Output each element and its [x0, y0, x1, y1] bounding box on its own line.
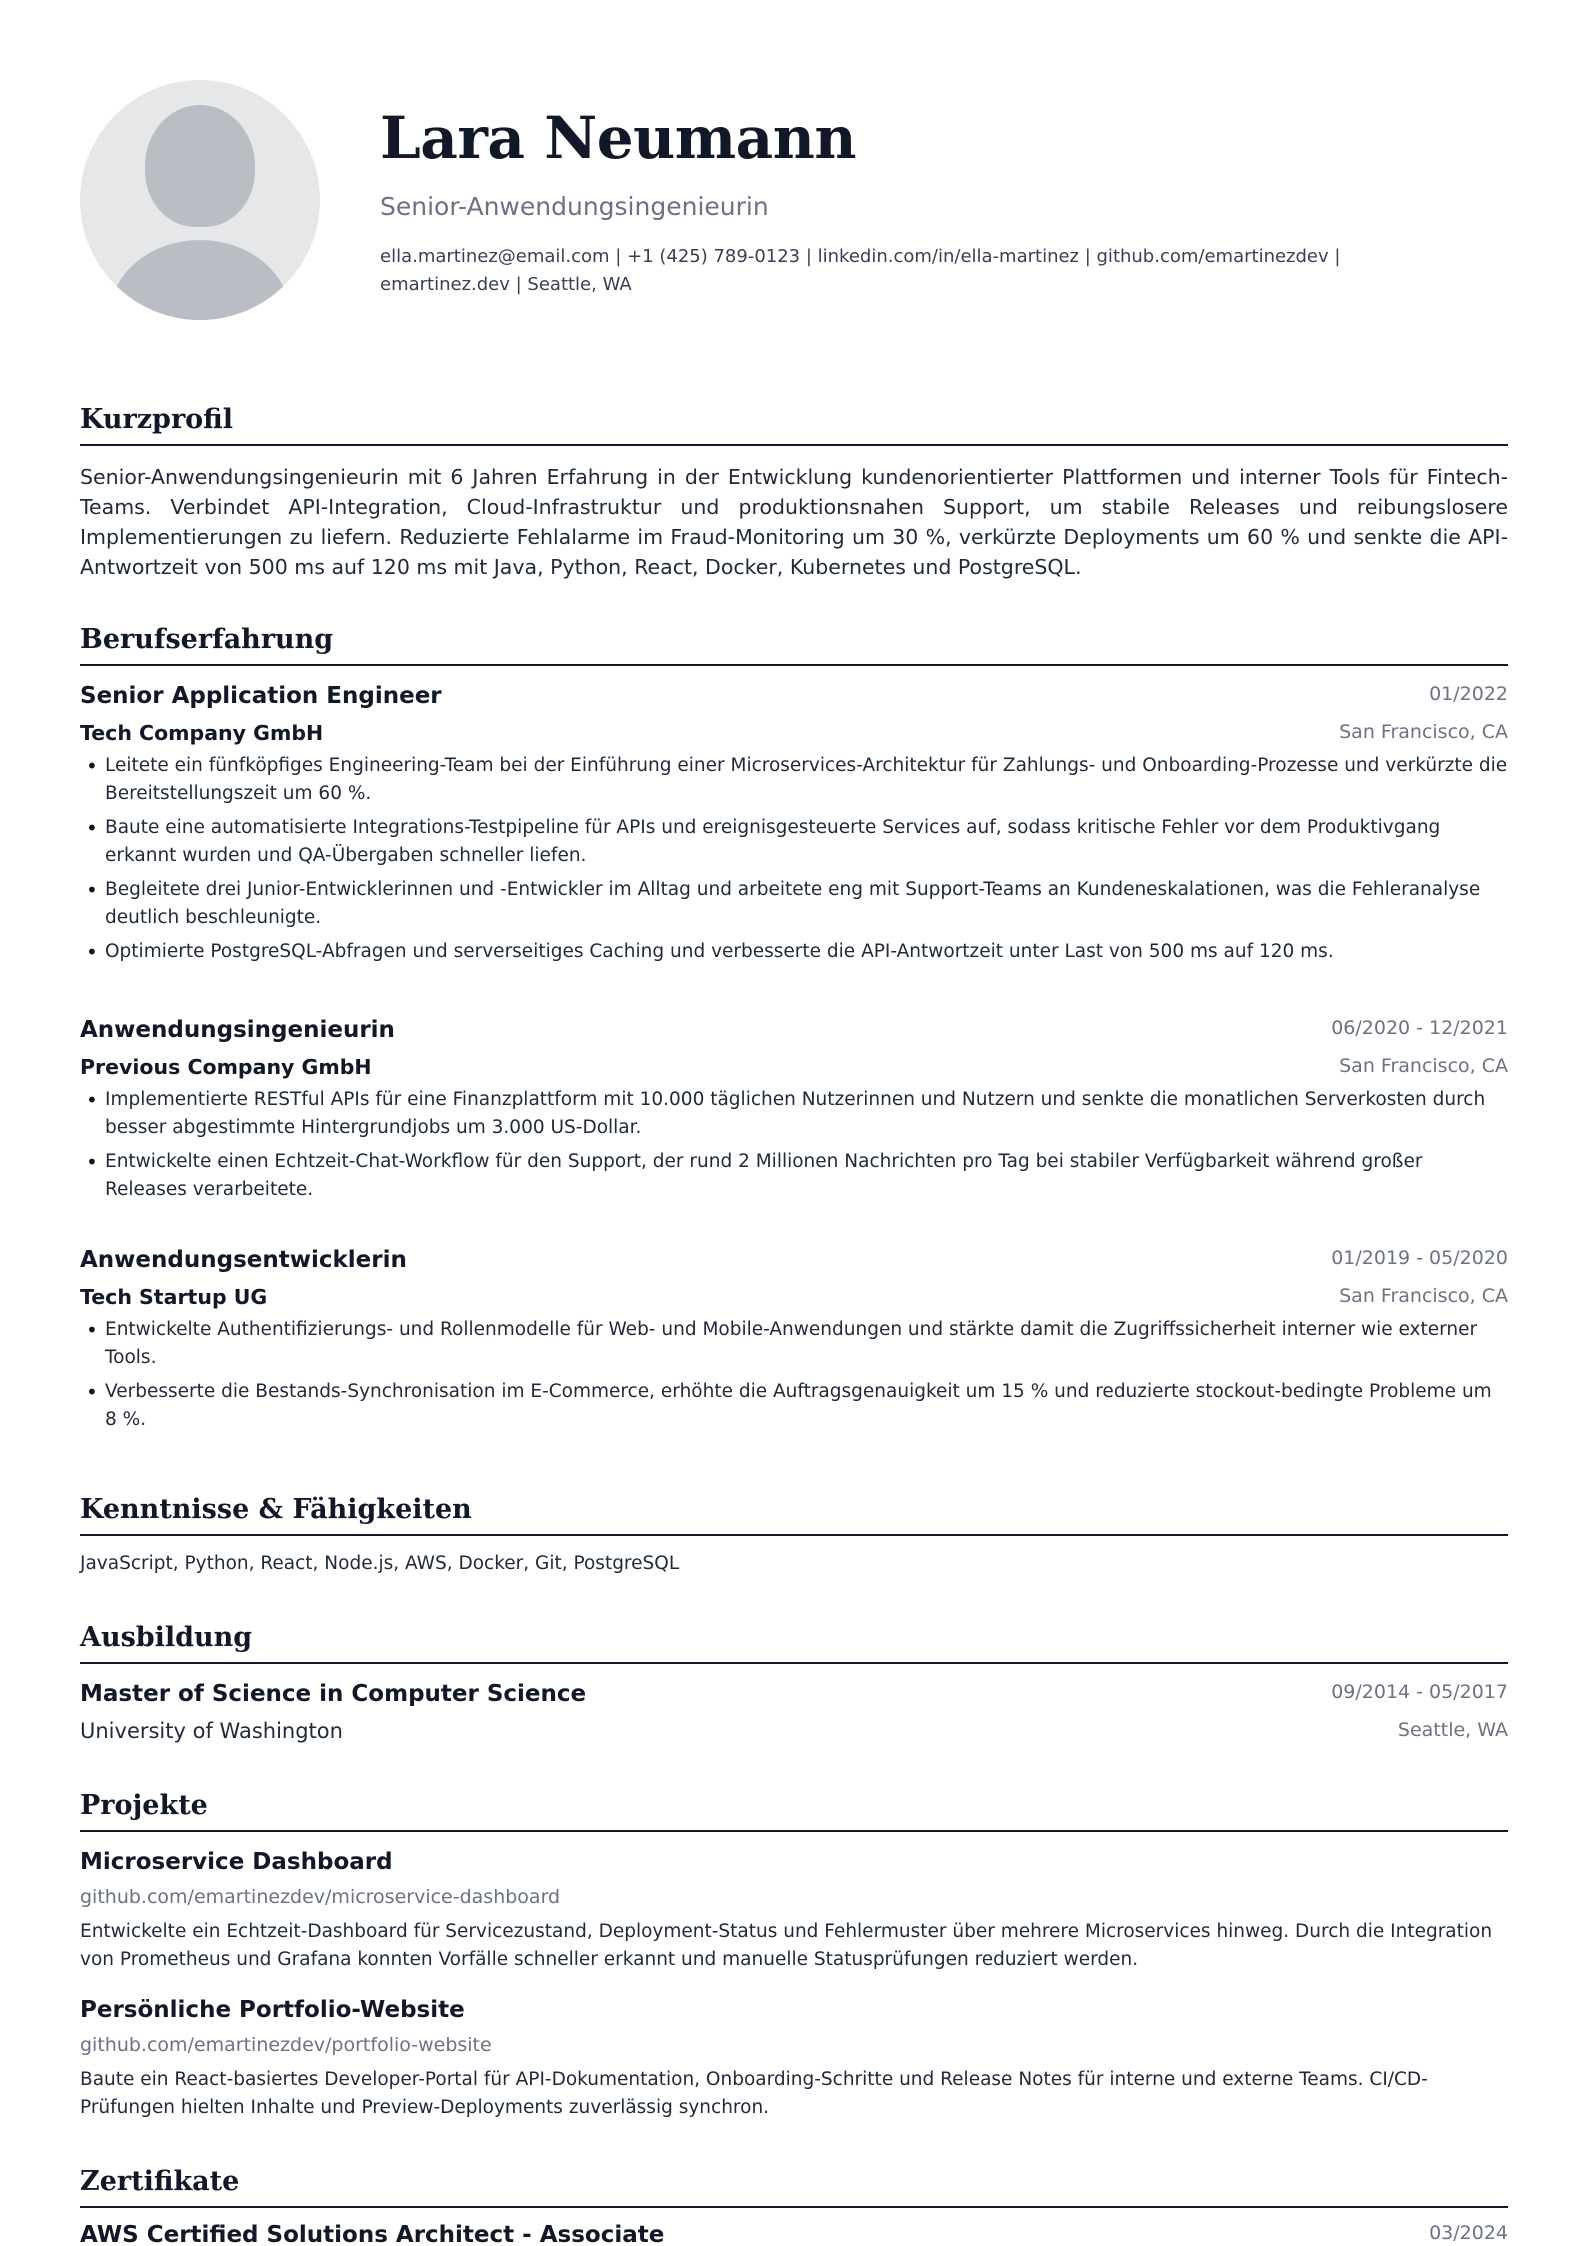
candidate-name: Lara Neumann	[380, 104, 857, 172]
list-item: • Begleitete drei Junior-Entwicklerinnen und -Entwickler im Alltag und arbeitete eng mit Support-Teams an Kundeneskalationen, was die Fehleranalyse deutlich beschleunigte.	[80, 876, 1508, 932]
job-location-3: San Francisco, CA	[1339, 1285, 1508, 1307]
job-company-2: Previous Company GmbH	[80, 1055, 372, 1079]
list-item: • Leitete ein fünfköpfiges Engineering-Team bei der Einführung einer Microservices-Architektur für Zahlungs- und Onboarding-Prozesse und verkürzte die Bereitstellungszeit um 60 %.	[80, 752, 1508, 808]
job-date-3: 01/2019 - 05/2020	[1331, 1247, 1508, 1269]
education-degree: Master of Science in Computer Science	[80, 1681, 587, 1707]
summary-text: Senior-Anwendungsingenieurin mit 6 Jahren Erfahrung in der Entwicklung kundenorientierter Plattformen und interner Tools für Fintech-Teams. Verbindet API-Integration, Cloud-Infrastruktur und produktionsnahen Support, um stabile Releases und reibungslosere Implementierungen zu liefern. Reduzierte Fehlalarme im Fraud-Monitoring um 30 %, verkürzte Deployments um 60 % und senkte die API-Antwortzeit von 500 ms auf 120 ms mit Java, Python, React, Docker, Kubernetes und PostgreSQL.	[80, 465, 1508, 579]
list-item: • Entwickelte Authentifizierungs- und Rollenmodelle für Web- und Mobile-Anwendungen und stärkte damit die Zugriffssicherheit interner wie externer Tools.	[80, 1316, 1508, 1372]
job-title-2: Anwendungsingenieurin	[80, 1017, 395, 1043]
project-link-2[interactable]: github.com/emartinezdev/portfolio-website	[80, 2034, 492, 2056]
list-item: • Entwickelte einen Echtzeit-Chat-Workflow für den Support, der rund 2 Millionen Nachrichten pro Tag bei stabiler Verfügbarkeit während großer Releases verarbeitete.	[80, 1148, 1508, 1204]
education-date: 09/2014 - 05/2017	[1331, 1681, 1508, 1703]
summary-heading: Kurzprofil	[80, 402, 1508, 446]
project-description-1: Entwickelte ein Echtzeit-Dashboard für Servicezustand, Deployment-Status und Fehlermuster über mehrere Microservices hinweg. Durch die Integration von Prometheus und Grafana konnten Vorfälle schneller erkannt und manuelle Statusprüfungen reduziert werden.	[80, 1921, 1493, 1970]
project-name-1: Microservice Dashboard	[80, 1849, 393, 1875]
list-item: • Verbesserte die Bestands-Synchronisation im E-Commerce, erhöhte die Auftragsgenauigkeit um 15 % und reduzierte stockout-bedingte Probleme um 8 %.	[80, 1378, 1508, 1434]
experience-heading: Berufserfahrung	[80, 622, 1508, 666]
job-company-3: Tech Startup UG	[80, 1285, 268, 1309]
job-date-1: 01/2022	[1429, 683, 1508, 705]
project-name-2: Persönliche Portfolio-Website	[80, 1997, 465, 2023]
job-location-2: San Francisco, CA	[1339, 1055, 1508, 1077]
job-title-1: Senior Application Engineer	[80, 683, 442, 709]
education-school: University of Washington	[80, 1719, 343, 1743]
education-location: Seattle, WA	[1397, 1719, 1508, 1741]
skills-text: JavaScript, Python, React, Node.js, AWS, Docker, Git, PostgreSQL	[80, 1553, 680, 1574]
skills-heading: Kenntnisse & Fähigkeiten	[80, 1492, 1508, 1536]
projects-heading: Projekte	[80, 1788, 1508, 1832]
job-date-2: 06/2020 - 12/2021	[1331, 1017, 1508, 1039]
job-location-1: San Francisco, CA	[1339, 721, 1508, 743]
list-item: • Optimierte PostgreSQL-Abfragen und serverseitiges Caching und verbesserte die API-Antwortzeit unter Last von 500 ms auf 120 ms.	[80, 938, 1508, 966]
project-description-2: Baute ein React-basiertes Developer-Portal für API-Dokumentation, Onboarding-Schritte und Release Notes für interne und externe Teams. CI/CD-Prüfungen hielten Inhalte und Preview-Deployments zuverlässig synchron.	[80, 2069, 1428, 2118]
list-item: • Baute eine automatisierte Integrations-Testpipeline für APIs und ereignisgesteuerte Services auf, sodass kritische Fehler vor dem Produktivgang erkannt wurden und QA-Übergaben schneller liefen.	[80, 814, 1508, 870]
avatar-body-shape	[110, 240, 290, 320]
job-bullets-2	[80, 1086, 1508, 1210]
job-company-1: Tech Company GmbH	[80, 721, 324, 745]
job-bullets-1	[80, 752, 1508, 972]
job-title-3: Anwendungsentwicklerin	[80, 1247, 407, 1273]
candidate-title: Senior-Anwendungsingenieurin	[380, 192, 769, 221]
certifications-heading: Zertifikate	[80, 2164, 1508, 2208]
certification-date-1: 03/2024	[1429, 2222, 1508, 2244]
avatar-head-shape	[145, 105, 255, 227]
list-item: • Implementierte RESTful APIs für eine Finanzplattform mit 10.000 täglichen Nutzerinnen und Nutzern und senkte die monatlichen Serverkosten durch besser abgestimmte Hintergrundjobs um 3.000 US-Dollar.	[80, 1086, 1508, 1142]
education-heading: Ausbildung	[80, 1620, 1508, 1664]
certification-name-1: AWS Certified Solutions Architect - Associate	[80, 2222, 665, 2246]
avatar	[80, 80, 320, 320]
resume-page	[80, 0, 1508, 2246]
job-bullets-3	[80, 1316, 1508, 1440]
project-link-1[interactable]: github.com/emartinezdev/microservice-dashboard	[80, 1886, 561, 1908]
contact-line: ella.martinez@email.com | +1 (425) 789-0123 | linkedin.com/in/ella-martinez | github.com/emartinezdev | emartinez.dev | Seattle, WA	[380, 246, 1341, 295]
